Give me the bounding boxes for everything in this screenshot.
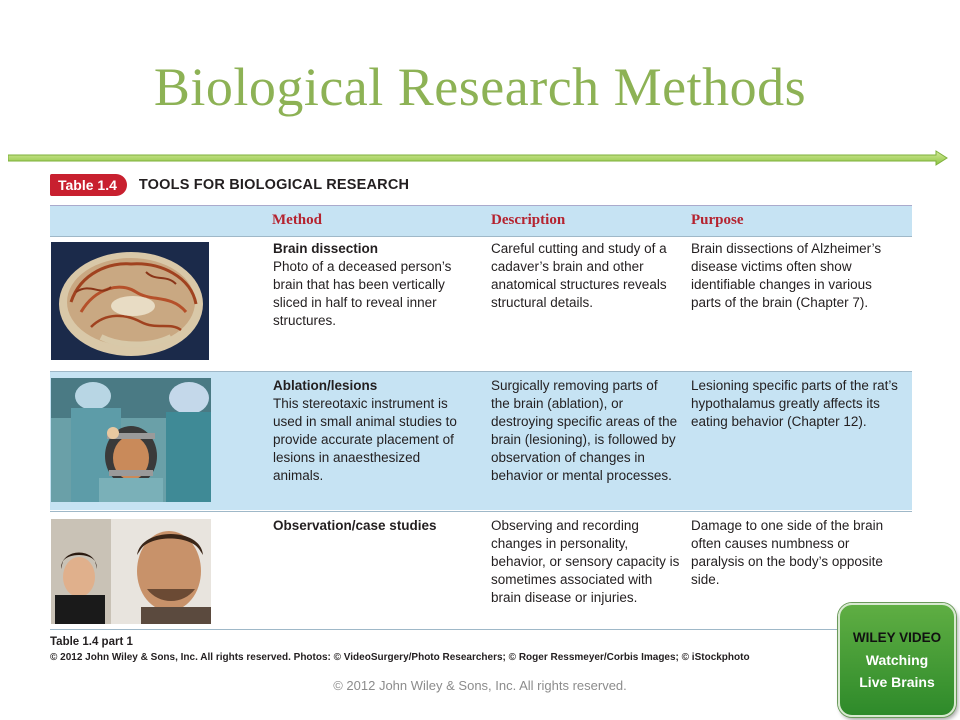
description-cell: Surgically removing parts of the brain (ablation), or destroying specific areas of the brain (lesioning), is followed by observation of changes in behavior or mental processes. xyxy=(491,378,678,483)
column-header-method: Method xyxy=(272,212,322,228)
wiley-video-button[interactable] xyxy=(838,603,956,717)
purpose-cell: Damage to one side of the brain often causes numbness or paralysis on the body’s opposite side. xyxy=(691,518,884,587)
table-header xyxy=(50,174,409,196)
video-button-label-2: Watching xyxy=(865,652,929,668)
method-name: Observation/case studies xyxy=(273,518,437,533)
method-cell xyxy=(273,377,473,485)
column-header-description: Description xyxy=(491,212,566,228)
table-heading: TOOLS FOR BIOLOGICAL RESEARCH xyxy=(138,177,410,193)
brain-dissection-photo xyxy=(51,242,209,360)
purpose-cell: Brain dissections of Alzheimer’s disease victims often show identifiable changes in various parts of the brain (Chapter 7). xyxy=(691,241,882,310)
method-detail: This stereotaxic instrument is used in small animal studies to provide accurate placement of lesions in anaesthesized animals. xyxy=(273,396,457,483)
method-cell xyxy=(273,240,473,330)
description-cell: Observing and recording changes in personality, behavior, or sensory capacity is sometimes associated with brain disease or injuries. xyxy=(491,518,680,605)
divider-arrow xyxy=(8,150,948,168)
video-button-label-1: WILEY VIDEO xyxy=(852,630,942,645)
column-header-purpose: Purpose xyxy=(691,212,744,228)
table-tag: Table 1.4 xyxy=(50,174,127,196)
method-cell xyxy=(273,517,473,535)
description-cell: Careful cutting and study of a cadaver’s brain and other anatomical structures reveals structural details. xyxy=(491,241,667,310)
copyright-footer: © 2012 John Wiley & Sons, Inc. All rights reserved. xyxy=(333,678,627,693)
method-detail: Photo of a deceased person’s brain that has been vertically sliced in half to reveal inner structures. xyxy=(273,259,452,328)
column-header-row xyxy=(50,205,912,237)
photo-credits: © 2012 John Wiley & Sons, Inc. All rights reserved. Photos: © VideoSurgery/Photo Researchers; © Roger Ressmeyer/Corbis Images; © iStockphoto xyxy=(50,652,750,663)
method-name: Ablation/lesions xyxy=(273,378,378,393)
purpose-cell: Lesioning specific parts of the rat’s hypothalamus greatly affects its eating behavior (Chapter 12). xyxy=(691,378,898,429)
row-divider xyxy=(50,629,912,630)
method-name: Brain dissection xyxy=(273,241,379,256)
surgery-photo xyxy=(51,378,211,502)
table-caption: Table 1.4 part 1 xyxy=(50,636,133,648)
slide-title: Biological Research Methods xyxy=(153,57,807,117)
video-button-label-3: Live Brains xyxy=(859,674,935,690)
observation-photo xyxy=(51,519,211,624)
